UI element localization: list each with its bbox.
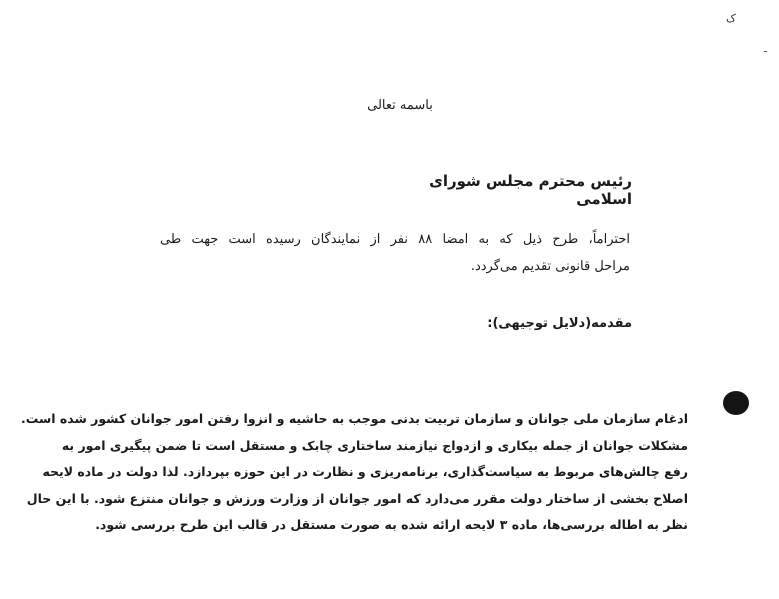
body-paragraph [21,406,688,539]
intro-line: احتراماً، طرح ذیل که به امضا ۸۸ نفر از نمایندگان رسیده است جهت طی [160,232,631,247]
body-line: ادغام سازمان ملی جوانان و سازمان تربیت بدنی موجب به حاشیه و انزوا رفتن امور جوانان کشور شده است. [21,411,688,426]
salutation-heading: رئیس محترم مجلس شورای اسلامی [429,172,632,208]
body-line: رفع چالش‌های مربوط به سیاست‌گذاری، برنامه‌ریزی و نظارت در این حوزه بپردازد. لذا دولت در ماده لایحه [42,464,688,479]
section-heading: مقدمه(دلایل توجیهی): [487,316,632,331]
body-line: نظر به اطاله بررسی‌ها، ماده ۳ لایحه ارائه شده به صورت مستقل در قالب این طرح بررسی شود. [95,517,688,532]
intro-line: مراحل قانونی تقدیم می‌گردد. [470,259,630,274]
intro-paragraph [160,226,630,280]
body-line: اصلاح بخشی از ساختار دولت مقرر می‌دارد که امور جوانان از وزارت ورزش و جوانان منتزع شود. با این حال [26,490,688,506]
invocation-heading: باسمه تعالی [367,98,433,113]
edge-mark: ـ [764,44,767,55]
corner-mark: ک [726,12,736,25]
punch-hole-mark [723,391,749,415]
body-line: مشکلات جوانان از جمله بیکاری و ازدواج نیازمند ساختاری چابک و مستقل است تا ضمن پیگیری امور به [61,437,688,453]
